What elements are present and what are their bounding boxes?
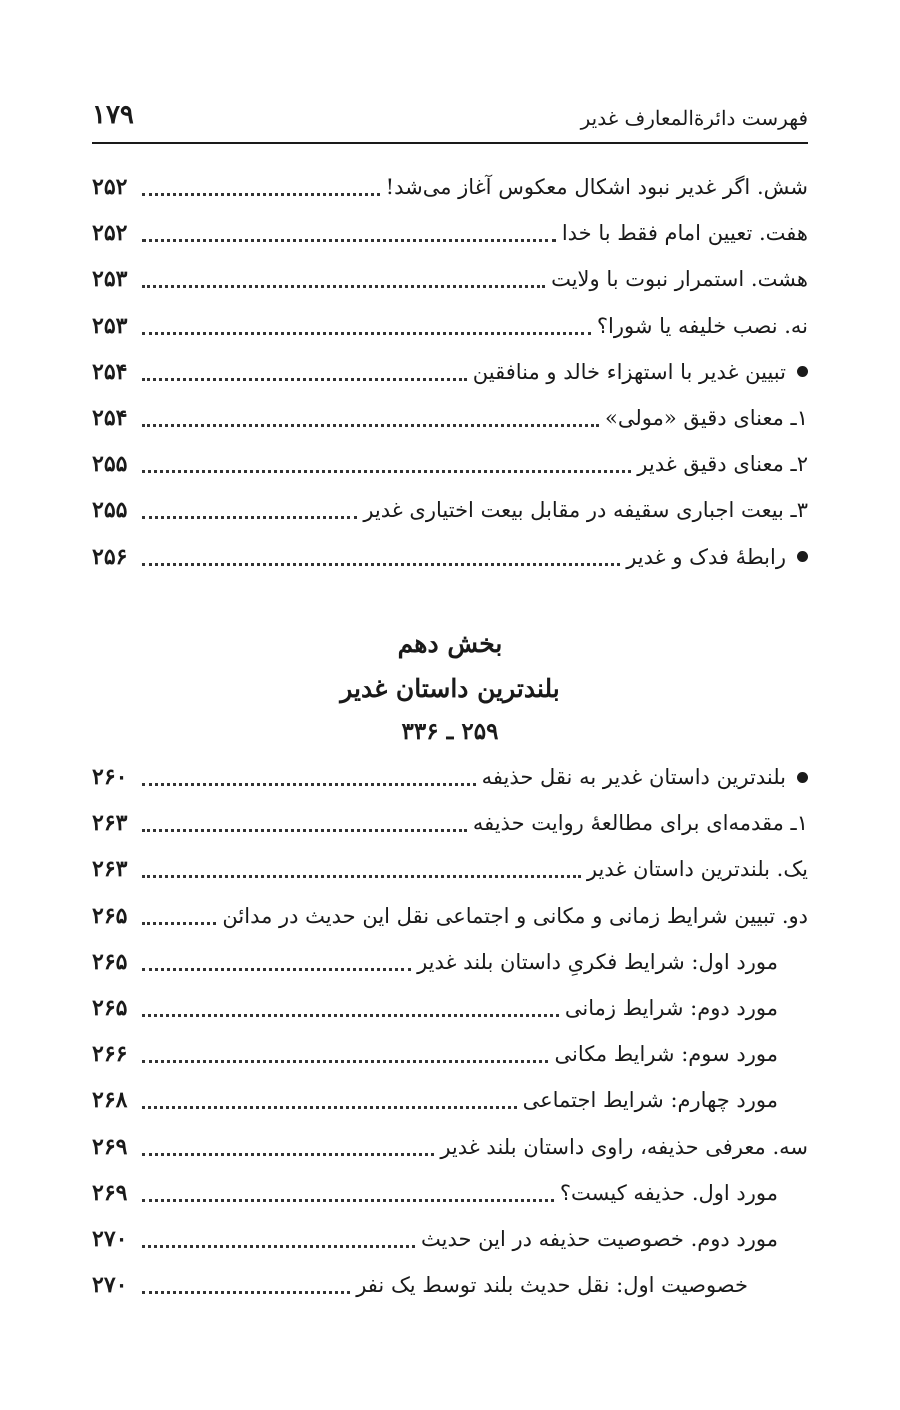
toc-list-top (92, 164, 808, 580)
toc-entry-title: خصوصیت اول: نقل حدیث بلند توسط یک نفر (356, 1273, 748, 1298)
toc-entry[interactable] (92, 534, 808, 580)
toc-entry-page: ۲۷۰ (92, 1225, 128, 1252)
page-number: ۱۷۹ (92, 100, 134, 130)
dot-leader (142, 515, 357, 519)
section-title: بلندترین داستان غدیر (340, 674, 560, 703)
toc-entry-page: ۲۵۵ (92, 497, 128, 524)
toc-entry[interactable] (92, 164, 808, 210)
dot-leader (142, 874, 581, 878)
toc-entry[interactable] (92, 939, 808, 985)
toc-entry-page: ۲۷۰ (92, 1272, 128, 1299)
toc-entry-page: ۲۶۰ (92, 764, 128, 791)
dot-leader (142, 1059, 548, 1063)
toc-entry[interactable] (92, 210, 808, 256)
toc-entry-page: ۲۵۲ (92, 220, 128, 247)
dot-leader (142, 238, 556, 242)
dot-leader (142, 377, 467, 381)
toc-entry[interactable] (92, 487, 808, 533)
toc-entry-page: ۲۶۵ (92, 902, 128, 929)
dot-leader (142, 1290, 350, 1294)
toc-entry-page: ۲۶۹ (92, 1179, 128, 1206)
section-page-range: ۲۵۹ ـ ۳۳۶ (401, 718, 499, 745)
page-header (92, 96, 808, 144)
toc-entry-title: هشت. استمرار نبوت با ولایت (551, 267, 808, 292)
toc-list-bottom (92, 754, 808, 1308)
toc-entry[interactable] (92, 395, 808, 441)
toc-entry-page: ۲۵۳ (92, 266, 128, 293)
toc-entry-title: شش. اگر غدیر نبود اشکال معکوس آغاز می‌شد! (385, 175, 808, 200)
toc-entry-page: ۲۶۵ (92, 995, 128, 1022)
toc-entry-page: ۲۵۲ (92, 174, 128, 201)
toc-entry[interactable] (92, 1124, 808, 1170)
toc-entry-page: ۲۶۸ (92, 1087, 128, 1114)
dot-leader (142, 1105, 517, 1109)
dot-leader (142, 1244, 415, 1248)
toc-entry[interactable] (92, 800, 808, 846)
toc-entry-title: ۱ـ معنای دقیق «مولی» (605, 406, 808, 431)
toc-entry-title: مورد دوم. خصوصیت حذیفه در این حدیث (421, 1226, 778, 1251)
toc-entry-page: ۲۶۹ (92, 1133, 128, 1160)
dot-leader (142, 562, 620, 566)
toc-entry-page: ۲۶۳ (92, 810, 128, 837)
toc-entry[interactable] (92, 303, 808, 349)
toc-entry-title: نه. نصب خلیفه یا شورا؟ (596, 313, 808, 338)
toc-entry[interactable] (92, 349, 808, 395)
toc-entry-page: ۲۶۶ (92, 1041, 128, 1068)
toc-entry-title: تبیین غدیر با استهزاء خالد و منافقین (472, 359, 786, 384)
toc-entry-title: مورد اول: شرایط فکریِ داستان بلند غدیر (417, 949, 778, 974)
toc-entry-page: ۲۶۵ (92, 948, 128, 975)
toc-entry-title: مورد سوم: شرایط مکانی (554, 1042, 778, 1067)
toc-entry-title: مورد اول. حذیفه کیست؟ (559, 1180, 778, 1205)
toc-entry-page: ۲۵۳ (92, 312, 128, 339)
toc-entry-title: هفت. تعیین امام فقط با خدا (561, 221, 808, 246)
dot-leader (142, 469, 631, 473)
toc-entry-title: رابطۀ فدک و غدیر (626, 544, 786, 569)
toc-entry[interactable] (92, 1031, 808, 1077)
toc-entry-title: ۳ـ بیعت اجباری سقیفه در مقابل بیعت اختیاری غدیر (363, 498, 808, 523)
toc-entry[interactable] (92, 754, 808, 800)
dot-leader (142, 192, 380, 196)
toc-entry[interactable] (92, 1262, 808, 1308)
toc-entry-title: ۱ـ مقدمه‌ای برای مطالعۀ روایت حذیفه (472, 811, 808, 836)
toc-entry-title: دو. تبیین شرایط زمانی و مکانی و اجتماعی نقل این حدیث در مدائن (222, 903, 808, 928)
dot-leader (142, 1198, 554, 1202)
toc-entry[interactable] (92, 441, 808, 487)
dot-leader (142, 1152, 434, 1156)
bullet-icon (797, 772, 808, 783)
toc-entry-title: مورد دوم: شرایط زمانی (564, 996, 778, 1021)
bullet-icon (797, 551, 808, 562)
toc-entry-page: ۲۶۳ (92, 856, 128, 883)
toc-entry[interactable] (92, 985, 808, 1031)
toc-entry-page: ۲۵۴ (92, 405, 128, 432)
bullet-icon (797, 366, 808, 377)
toc-entry[interactable] (92, 1170, 808, 1216)
dot-leader (142, 423, 599, 427)
toc-entry-title: ۲ـ معنای دقیق غدیر (637, 452, 808, 477)
toc-entry-title: سه. معرفی حذیفه، راوی داستان بلند غدیر (440, 1134, 808, 1159)
toc-entry[interactable] (92, 846, 808, 892)
dot-leader (142, 967, 411, 971)
section-part-label: بخش دهم (397, 629, 503, 658)
toc-entry[interactable] (92, 1077, 808, 1123)
toc-entry-page: ۲۵۴ (92, 358, 128, 385)
toc-entry[interactable] (92, 256, 808, 302)
dot-leader (142, 1013, 559, 1017)
toc-entry[interactable] (92, 893, 808, 939)
running-title: فهرست دائرةالمعارف غدیر (580, 106, 808, 130)
toc-entry-title: مورد چهارم: شرایط اجتماعی (522, 1088, 778, 1113)
dot-leader (142, 828, 467, 832)
toc-entry-title: یک. بلندترین داستان غدیر (586, 857, 808, 882)
dot-leader (142, 782, 476, 786)
section-heading (92, 622, 808, 752)
toc-entry-title: بلندترین داستان غدیر به نقل حذیفه (481, 765, 786, 790)
toc-entry-page: ۲۵۵ (92, 451, 128, 478)
dot-leader (142, 921, 216, 925)
dot-leader (142, 331, 591, 335)
dot-leader (142, 284, 545, 288)
toc-entry-page: ۲۵۶ (92, 543, 128, 570)
toc-entry[interactable] (92, 1216, 808, 1262)
